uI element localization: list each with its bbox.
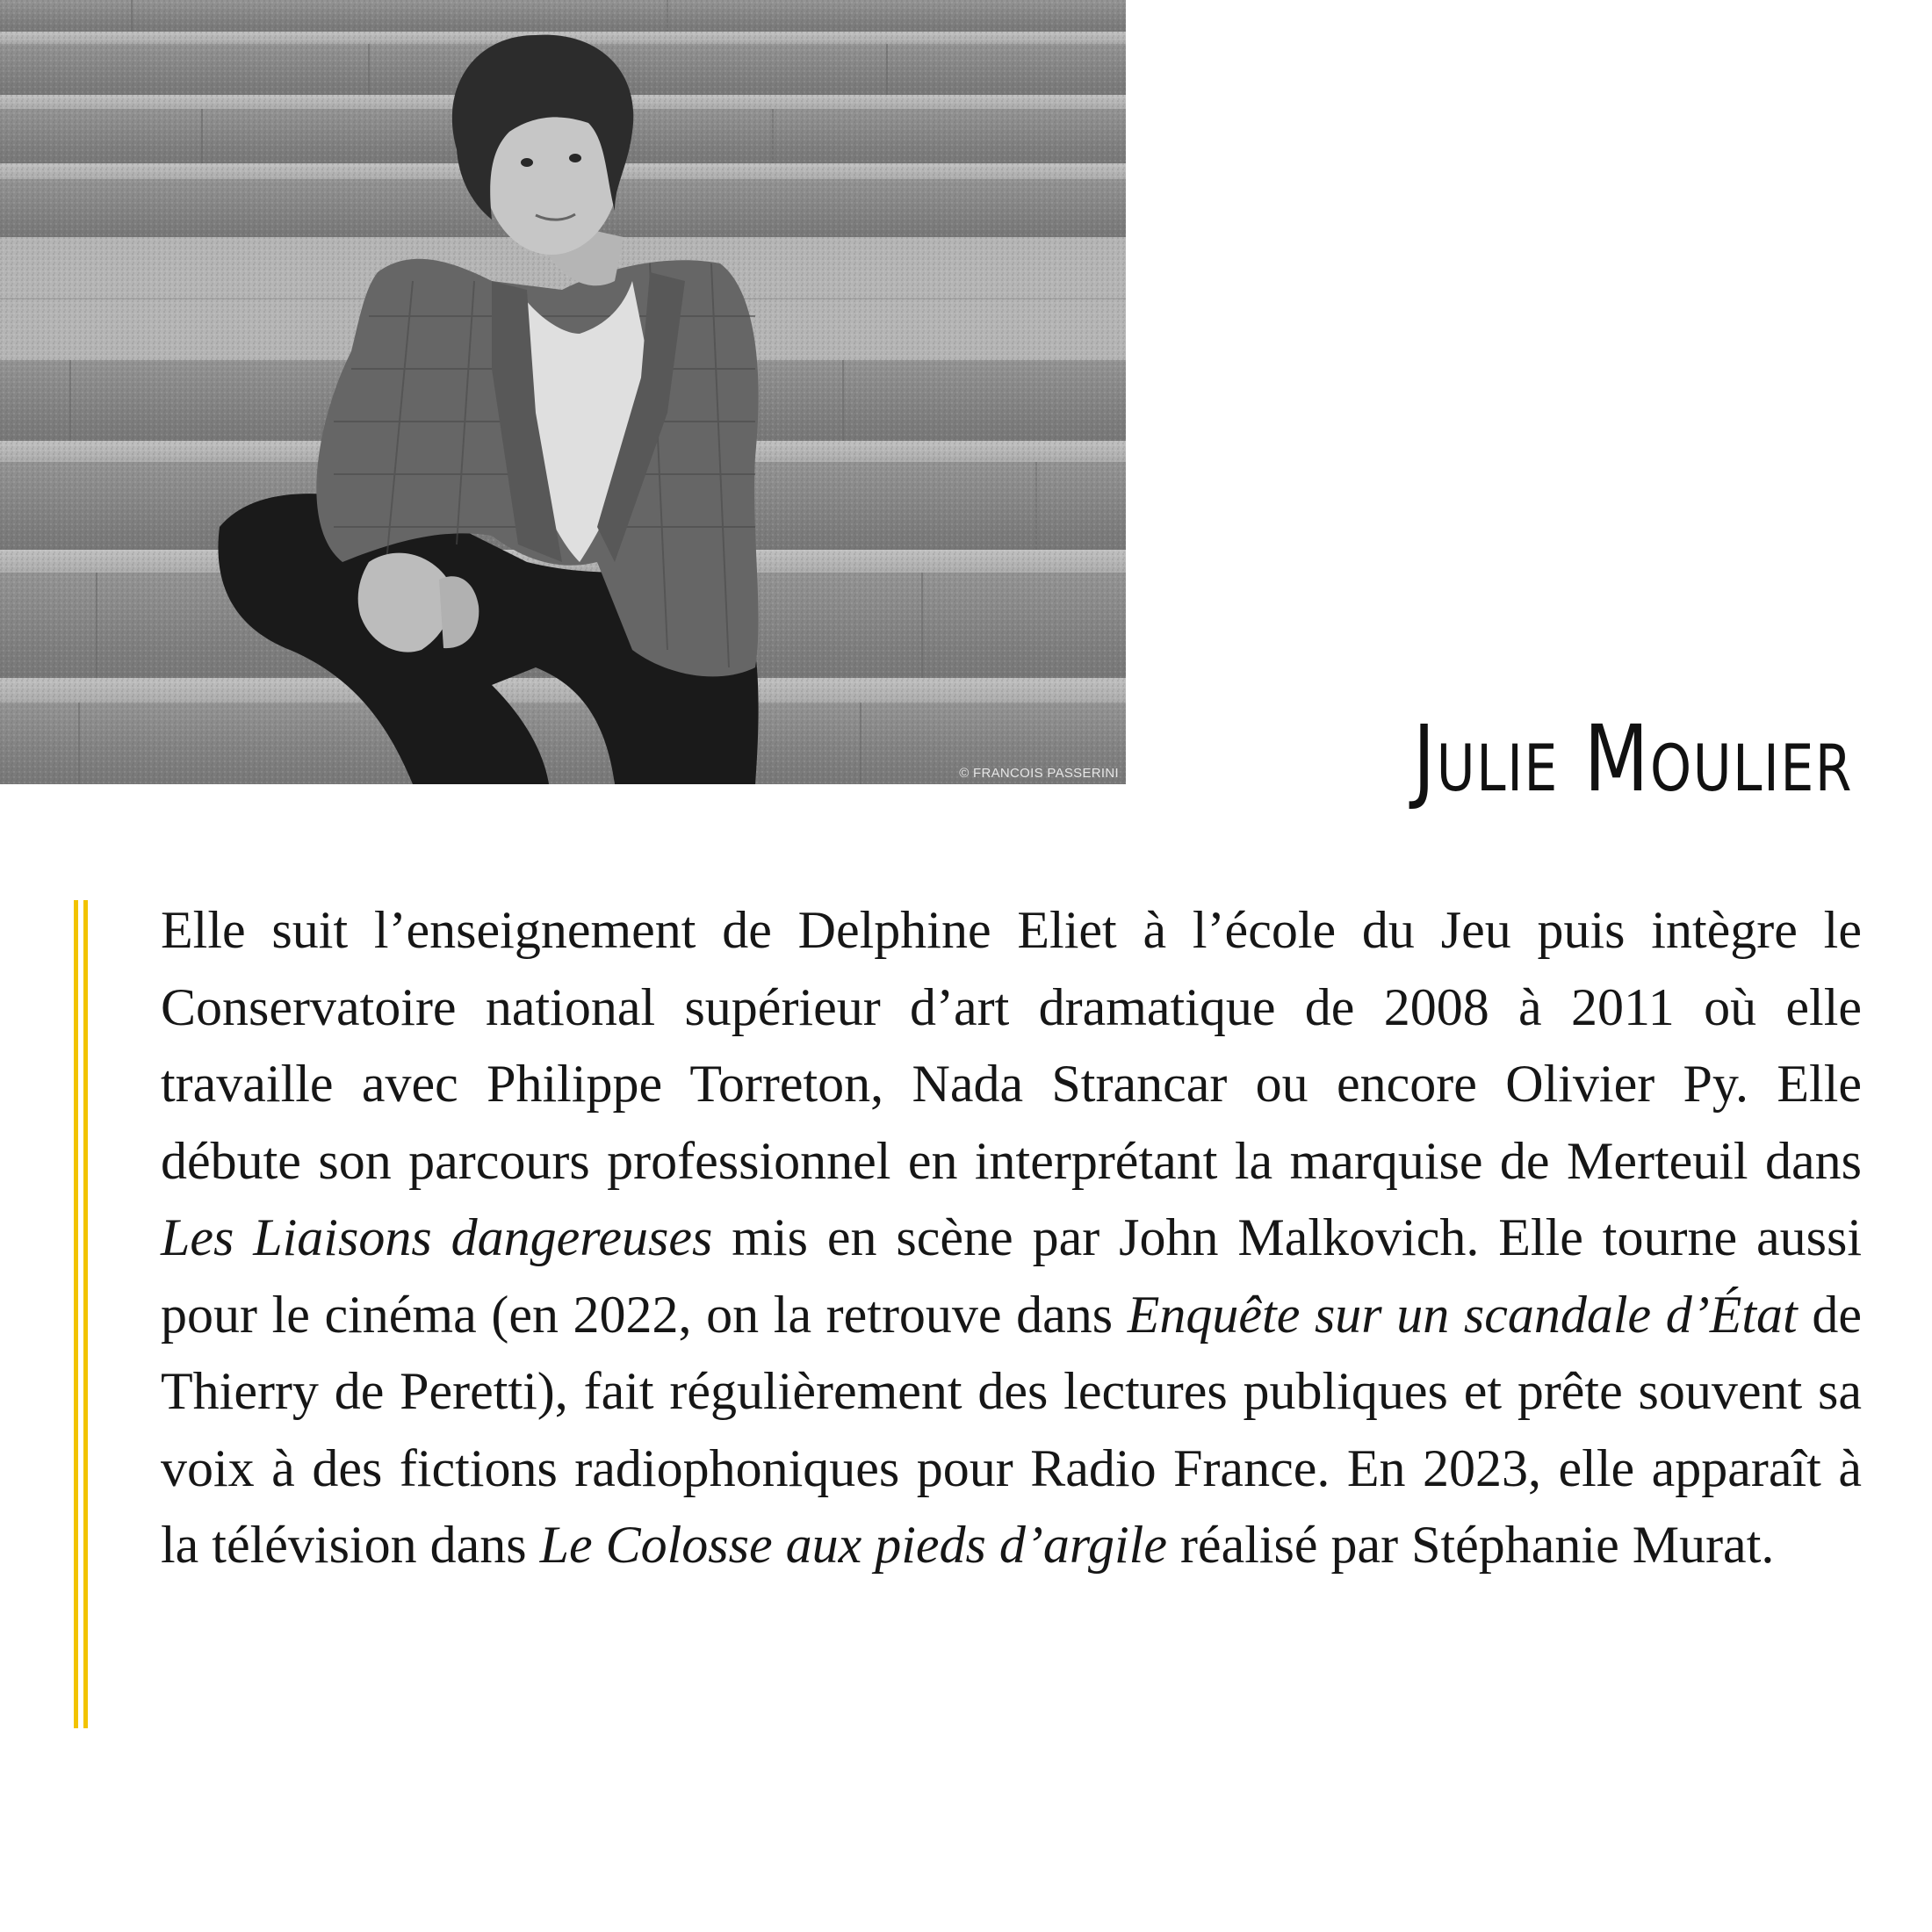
bio-title-enquete: Enquête sur un scandale d’État	[1127, 1285, 1798, 1344]
portrait-photo-image	[0, 0, 1126, 784]
photo-credit: © FRANCOIS PASSERINI	[959, 766, 1119, 781]
person-name: Julie Moulier	[1412, 704, 1853, 812]
bio-title-liaisons: Les Liaisons dangereuses	[161, 1208, 713, 1266]
biography	[161, 892, 1862, 1584]
bio-text-4: réalisé par Stéphanie Murat.	[1166, 1516, 1775, 1574]
bio-text-3: de Thierry de Peretti), fait régulièrement des lectures publiques et prête souvent sa voix à des fictions radiophoniques pour Radio France. En 2023, elle apparaît à la télévision dans	[161, 1285, 1862, 1574]
bio-text-2: mis en scène par John Malkovich. Elle tourne aussi pour le cinéma (en 2022, on la retrouve dans	[161, 1208, 1862, 1344]
bio-title-colosse: Le Colosse aux pieds d’argile	[539, 1516, 1167, 1574]
bio-text-1: Elle suit l’enseignement de Delphine Eliet à l’école du Jeu puis intègre le Conservatoire national supérieur d’art dramatique de 2008 à 2011 où elle travaille avec Philippe Torreton, Nada Strancar ou encore Olivier Py. Elle débute son parcours professionnel en interprétant la marquise de Merteuil dans	[161, 901, 1862, 1190]
accent-bar-right	[83, 900, 88, 1728]
accent-bar-left	[74, 900, 78, 1728]
portrait-photo	[0, 0, 1126, 784]
